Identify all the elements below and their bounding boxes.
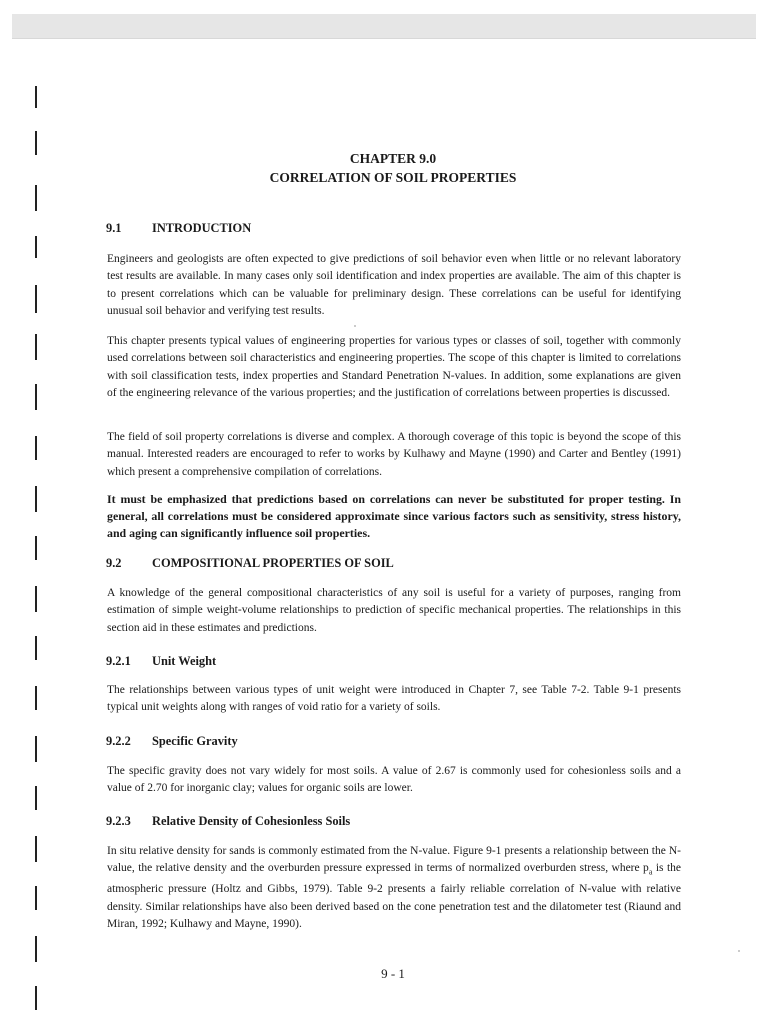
paragraph-relative-density bbox=[107, 843, 681, 933]
text-run: is the atmospheric pressure (Holtz and Gibbs, 1979). Table 9-2 presents a fairly reliable correlation of N-value with relative density. Similar relationships have also been derived based on the cone penetration test and the dilatometer test (Riaund and Miran, 1992; Kulhawy and Mayne, 1990). bbox=[107, 862, 681, 930]
section-number: 9.2 bbox=[106, 556, 122, 570]
paragraph-emphasis: It must be emphasized that predictions based on correlations can never be substituted for proper testing. In general, all correlations must be considered approximate since various factors such as sensitivity, stress history, and aging can significantly influence soil properties. bbox=[107, 492, 681, 540]
paragraph-specific-gravity: The specific gravity does not vary widely for most soils. A value of 2.67 is commonly used for cohesionless soils and a value of 2.70 for inorganic clay; values for organic soils are lower. bbox=[107, 765, 681, 795]
paragraph-intro-1: Engineers and geologists are often expected to give predictions of soil behavior even when little or no relevant laboratory test results are available. In many cases only soil identification and index properties are available. The aim of this chapter is to present correlations which can be valuable for preliminary design. These correlations can be useful for identifying unusual soil behavior and verifying test results. bbox=[107, 253, 681, 318]
subscript-a: a bbox=[648, 867, 653, 877]
section-number: 9.2.2 bbox=[106, 734, 131, 748]
scan-speck bbox=[738, 950, 740, 952]
scan-speck bbox=[354, 325, 356, 327]
section-number: 9.2.3 bbox=[106, 814, 131, 828]
section-heading-9-1 bbox=[106, 221, 251, 236]
section-number: 9.2.1 bbox=[106, 654, 131, 668]
section-number: 9.1 bbox=[106, 221, 122, 235]
section-title: Unit Weight bbox=[152, 654, 217, 668]
scan-top-band bbox=[12, 14, 756, 39]
section-title: COMPOSITIONAL PROPERTIES OF SOIL bbox=[152, 556, 394, 570]
section-heading-9-2 bbox=[106, 556, 394, 571]
section-heading-9-2-1 bbox=[106, 654, 216, 669]
section-title: INTRODUCTION bbox=[152, 221, 252, 235]
section-title: Relative Density of Cohesionless Soils bbox=[152, 814, 351, 828]
chapter-number: CHAPTER 9.0 bbox=[349, 151, 437, 166]
paragraph-intro-3: The field of soil property correlations is diverse and complex. A thorough coverage of this topic is beyond the scope of this manual. Interested readers are encouraged to refer to works by Kulhawy and Mayne (1990) and Carter and Bentley (1991) which present a comprehensive compilation of correlations. bbox=[107, 431, 681, 478]
paragraph-compositional: A knowledge of the general compositional characteristics of any soil is useful for a variety of purposes, ranging from estimation of simple weight-volume relationships to prediction of specific mechanical properties. The relationships in this section aid in these estimates and predictions. bbox=[107, 587, 681, 634]
paragraph-intro-2: This chapter presents typical values of engineering properties for various types or classes of soil, together with commonly used correlations between soil characteristics and engineering properties. The scope of this chapter is limited to correlations with soil classification tests, index properties and Standard Penetration N-values. In addition, some explanations are given of the engineering relevance of the various properties; and the justification of correlations between properties is discussed. bbox=[107, 335, 681, 400]
text-run: In situ relative density for sands is commonly estimated from the N-value. Figure 9-1 presents a relationship between the N-value, the relative density and the overburden pressure expressed in terms of normalized overburden stress, where p bbox=[107, 845, 681, 875]
section-heading-9-2-2 bbox=[106, 734, 238, 749]
binder-hole-marks bbox=[0, 0, 60, 1024]
page-number: 9 - 1 bbox=[381, 966, 405, 981]
section-heading-9-2-3 bbox=[106, 814, 350, 829]
section-title: Specific Gravity bbox=[152, 734, 238, 748]
chapter-title: CORRELATION OF SOIL PROPERTIES bbox=[269, 170, 517, 185]
paragraph-unit-weight: The relationships between various types of unit weight were introduced in Chapter 7, see Table 7-2. Table 9-1 presents typical unit weights along with ranges of void ratio for a variety of soils. bbox=[107, 684, 681, 714]
